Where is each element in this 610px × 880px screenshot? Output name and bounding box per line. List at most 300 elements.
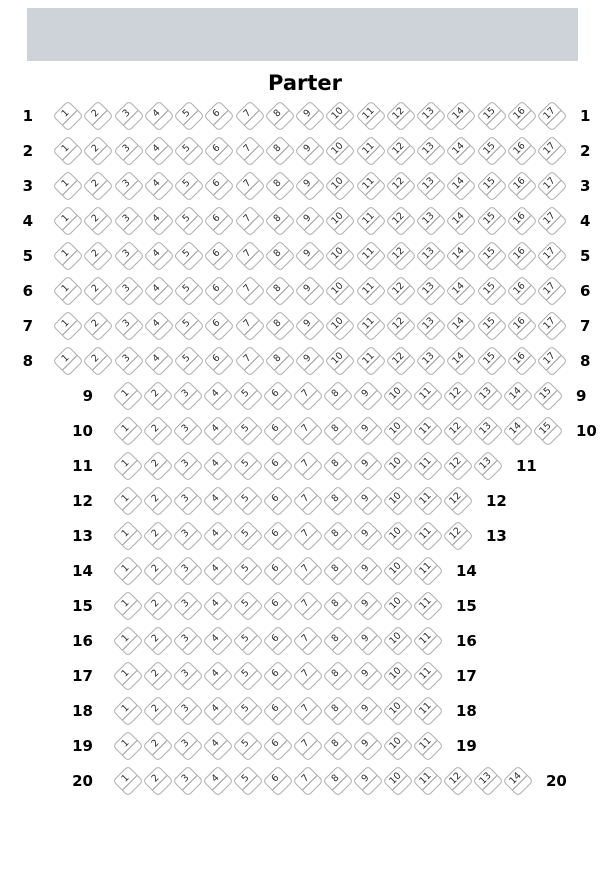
seat[interactable] — [385, 310, 416, 341]
seat[interactable] — [506, 135, 537, 166]
seat[interactable] — [52, 100, 83, 131]
seat[interactable] — [412, 485, 443, 516]
seat[interactable] — [113, 345, 144, 376]
seat[interactable] — [325, 100, 356, 131]
seat[interactable] — [412, 695, 443, 726]
seat[interactable] — [476, 100, 507, 131]
seat[interactable] — [382, 625, 413, 656]
seat[interactable] — [292, 415, 323, 446]
seat[interactable] — [142, 520, 173, 551]
seat[interactable] — [502, 765, 533, 796]
seat[interactable] — [143, 275, 174, 306]
seat[interactable] — [262, 450, 293, 481]
seat[interactable] — [446, 205, 477, 236]
seat[interactable] — [352, 730, 383, 761]
seat[interactable] — [385, 205, 416, 236]
seat[interactable] — [325, 310, 356, 341]
seat[interactable] — [202, 730, 233, 761]
seat[interactable] — [536, 100, 567, 131]
seat[interactable] — [292, 485, 323, 516]
seat[interactable] — [382, 485, 413, 516]
seat[interactable] — [355, 100, 386, 131]
seat-number: 13 — [417, 242, 440, 265]
seat[interactable] — [264, 275, 295, 306]
seat[interactable] — [415, 310, 446, 341]
seat[interactable] — [446, 275, 477, 306]
seat[interactable] — [204, 345, 235, 376]
seat[interactable] — [322, 625, 353, 656]
seat[interactable] — [112, 625, 143, 656]
seat[interactable] — [472, 765, 503, 796]
seat[interactable] — [202, 520, 233, 551]
seat-number: 5 — [234, 487, 257, 510]
seat[interactable] — [262, 660, 293, 691]
seat[interactable] — [294, 240, 325, 271]
seat[interactable] — [172, 555, 203, 586]
seat[interactable] — [355, 170, 386, 201]
seat[interactable] — [262, 625, 293, 656]
seat[interactable] — [322, 590, 353, 621]
seat[interactable] — [536, 275, 567, 306]
seat[interactable] — [292, 695, 323, 726]
seat[interactable] — [83, 345, 114, 376]
seat-number: 8 — [324, 487, 347, 510]
seat[interactable] — [202, 765, 233, 796]
seat[interactable] — [234, 275, 265, 306]
seat[interactable] — [355, 135, 386, 166]
seat[interactable] — [112, 590, 143, 621]
seat[interactable] — [232, 380, 263, 411]
seat[interactable] — [502, 415, 533, 446]
seat[interactable] — [325, 345, 356, 376]
seat[interactable] — [202, 485, 233, 516]
seat[interactable] — [204, 240, 235, 271]
seat[interactable] — [83, 170, 114, 201]
seat[interactable] — [112, 730, 143, 761]
seat[interactable] — [143, 100, 174, 131]
seat[interactable] — [142, 485, 173, 516]
seat[interactable] — [442, 765, 473, 796]
seat[interactable] — [294, 310, 325, 341]
seat[interactable] — [412, 625, 443, 656]
seat[interactable] — [112, 520, 143, 551]
seat[interactable] — [143, 345, 174, 376]
seat[interactable] — [112, 415, 143, 446]
seat[interactable] — [142, 730, 173, 761]
seat[interactable] — [52, 275, 83, 306]
seat[interactable] — [415, 170, 446, 201]
seat[interactable] — [322, 380, 353, 411]
seat[interactable] — [352, 485, 383, 516]
seat[interactable] — [502, 380, 533, 411]
seat-number: 3 — [114, 207, 137, 230]
seat[interactable] — [352, 590, 383, 621]
seat[interactable] — [172, 625, 203, 656]
seat[interactable] — [322, 415, 353, 446]
seat[interactable] — [385, 275, 416, 306]
seat[interactable] — [382, 660, 413, 691]
seat[interactable] — [83, 310, 114, 341]
seat[interactable] — [382, 765, 413, 796]
seat[interactable] — [322, 660, 353, 691]
seat[interactable] — [264, 170, 295, 201]
seat[interactable] — [476, 275, 507, 306]
seat[interactable] — [382, 520, 413, 551]
seat[interactable] — [113, 240, 144, 271]
seat[interactable] — [476, 345, 507, 376]
seat[interactable] — [506, 170, 537, 201]
seat[interactable] — [294, 170, 325, 201]
seat[interactable] — [83, 100, 114, 131]
seat[interactable] — [112, 380, 143, 411]
seat[interactable] — [292, 590, 323, 621]
seat[interactable] — [52, 345, 83, 376]
seat[interactable] — [382, 730, 413, 761]
seat[interactable] — [442, 380, 473, 411]
seat[interactable] — [355, 240, 386, 271]
seat[interactable] — [83, 275, 114, 306]
seat[interactable] — [264, 310, 295, 341]
seat[interactable] — [415, 345, 446, 376]
seat[interactable] — [536, 170, 567, 201]
seat[interactable] — [234, 100, 265, 131]
seat[interactable] — [204, 275, 235, 306]
seat[interactable] — [506, 310, 537, 341]
seat[interactable] — [52, 240, 83, 271]
seat[interactable] — [52, 205, 83, 236]
seat[interactable] — [415, 100, 446, 131]
seat[interactable] — [442, 520, 473, 551]
seat[interactable] — [113, 170, 144, 201]
seat[interactable] — [172, 765, 203, 796]
seat[interactable] — [52, 135, 83, 166]
seat[interactable] — [476, 240, 507, 271]
seat[interactable] — [232, 450, 263, 481]
seat-number: 6 — [264, 662, 287, 685]
seat[interactable] — [446, 100, 477, 131]
seat[interactable] — [202, 555, 233, 586]
seat[interactable] — [172, 660, 203, 691]
seat[interactable] — [83, 205, 114, 236]
seat[interactable] — [292, 520, 323, 551]
seat[interactable] — [204, 135, 235, 166]
seat[interactable] — [446, 170, 477, 201]
seat[interactable] — [292, 380, 323, 411]
seat[interactable] — [112, 660, 143, 691]
seat[interactable] — [142, 415, 173, 446]
seat[interactable] — [385, 170, 416, 201]
seat[interactable] — [294, 275, 325, 306]
seat[interactable] — [352, 660, 383, 691]
seat[interactable] — [264, 345, 295, 376]
seat[interactable] — [442, 415, 473, 446]
seat[interactable] — [113, 310, 144, 341]
seat[interactable] — [113, 100, 144, 131]
seat[interactable] — [173, 345, 204, 376]
seat[interactable] — [262, 555, 293, 586]
seat[interactable] — [262, 415, 293, 446]
seat[interactable] — [172, 380, 203, 411]
seat[interactable] — [322, 450, 353, 481]
seat[interactable] — [442, 485, 473, 516]
seat[interactable] — [234, 240, 265, 271]
seat[interactable] — [352, 520, 383, 551]
seat[interactable] — [232, 590, 263, 621]
seat[interactable] — [352, 625, 383, 656]
seat[interactable] — [173, 275, 204, 306]
seat[interactable] — [232, 485, 263, 516]
seat[interactable] — [142, 380, 173, 411]
seat[interactable] — [264, 135, 295, 166]
seat[interactable] — [202, 625, 233, 656]
seat[interactable] — [234, 345, 265, 376]
seat[interactable] — [262, 730, 293, 761]
seat[interactable] — [232, 555, 263, 586]
seat[interactable] — [355, 205, 386, 236]
seat[interactable] — [142, 555, 173, 586]
seat[interactable] — [142, 590, 173, 621]
seat[interactable] — [202, 415, 233, 446]
seat[interactable] — [322, 730, 353, 761]
seat[interactable] — [355, 345, 386, 376]
seat[interactable] — [472, 415, 503, 446]
seat[interactable] — [355, 275, 386, 306]
seat-number: 17 — [538, 242, 561, 265]
seat[interactable] — [83, 135, 114, 166]
seat[interactable] — [506, 240, 537, 271]
seat[interactable] — [325, 240, 356, 271]
seat[interactable] — [264, 205, 295, 236]
seat[interactable] — [506, 205, 537, 236]
seat[interactable] — [385, 345, 416, 376]
seat[interactable] — [142, 450, 173, 481]
seat[interactable] — [143, 170, 174, 201]
seat[interactable] — [322, 695, 353, 726]
seat[interactable] — [232, 695, 263, 726]
seat[interactable] — [472, 450, 503, 481]
seat[interactable] — [352, 695, 383, 726]
seat[interactable] — [112, 555, 143, 586]
seat[interactable] — [262, 380, 293, 411]
seat[interactable] — [264, 240, 295, 271]
seat[interactable] — [52, 310, 83, 341]
seat[interactable] — [382, 695, 413, 726]
seat[interactable] — [536, 135, 567, 166]
seat[interactable] — [143, 205, 174, 236]
seat[interactable] — [172, 485, 203, 516]
seat[interactable] — [112, 485, 143, 516]
seat[interactable] — [142, 765, 173, 796]
seat[interactable] — [262, 485, 293, 516]
seat[interactable] — [234, 135, 265, 166]
seat[interactable] — [142, 660, 173, 691]
seat[interactable] — [172, 590, 203, 621]
seat[interactable] — [412, 520, 443, 551]
seat[interactable] — [142, 695, 173, 726]
seat[interactable] — [172, 730, 203, 761]
seat[interactable] — [412, 660, 443, 691]
seat[interactable] — [325, 135, 356, 166]
seat[interactable] — [412, 730, 443, 761]
seat[interactable] — [292, 660, 323, 691]
seat[interactable] — [385, 100, 416, 131]
seat[interactable] — [202, 660, 233, 691]
seat[interactable] — [536, 240, 567, 271]
seat[interactable] — [262, 765, 293, 796]
seat[interactable] — [294, 135, 325, 166]
seat[interactable] — [143, 240, 174, 271]
seat[interactable] — [173, 310, 204, 341]
seat[interactable] — [142, 625, 173, 656]
seat[interactable] — [83, 240, 114, 271]
seat[interactable] — [292, 450, 323, 481]
seat[interactable] — [202, 590, 233, 621]
seat[interactable] — [172, 520, 203, 551]
seat[interactable] — [172, 415, 203, 446]
seat[interactable] — [112, 695, 143, 726]
seat[interactable] — [382, 555, 413, 586]
seat[interactable] — [204, 170, 235, 201]
seat[interactable] — [536, 205, 567, 236]
seat[interactable] — [412, 590, 443, 621]
seat[interactable] — [476, 170, 507, 201]
seat[interactable] — [112, 765, 143, 796]
seat[interactable] — [382, 380, 413, 411]
seat[interactable] — [292, 765, 323, 796]
seat[interactable] — [446, 135, 477, 166]
seat[interactable] — [412, 555, 443, 586]
seat[interactable] — [172, 695, 203, 726]
seat[interactable] — [415, 135, 446, 166]
seat[interactable] — [232, 625, 263, 656]
seat[interactable] — [322, 555, 353, 586]
seat[interactable] — [232, 730, 263, 761]
seat-number: 12 — [387, 277, 410, 300]
seat[interactable] — [352, 415, 383, 446]
seat[interactable] — [173, 100, 204, 131]
seat[interactable] — [446, 345, 477, 376]
seat[interactable] — [292, 555, 323, 586]
seat[interactable] — [352, 380, 383, 411]
seat[interactable] — [415, 205, 446, 236]
seat[interactable] — [442, 450, 473, 481]
seat[interactable] — [143, 135, 174, 166]
seat[interactable] — [385, 135, 416, 166]
seat[interactable] — [234, 205, 265, 236]
seat[interactable] — [52, 170, 83, 201]
seat[interactable] — [234, 170, 265, 201]
seat[interactable] — [173, 240, 204, 271]
seat[interactable] — [506, 100, 537, 131]
seat[interactable] — [382, 450, 413, 481]
seat[interactable] — [536, 310, 567, 341]
seat-number: 16 — [508, 312, 531, 335]
seat-number: 2 — [84, 347, 107, 370]
seat[interactable] — [262, 590, 293, 621]
seat-number: 7 — [235, 172, 258, 195]
seat[interactable] — [202, 695, 233, 726]
seat[interactable] — [112, 450, 143, 481]
seat[interactable] — [476, 135, 507, 166]
seat[interactable] — [113, 205, 144, 236]
seat[interactable] — [232, 520, 263, 551]
seat[interactable] — [415, 275, 446, 306]
seat-number: 9 — [354, 592, 377, 615]
seat[interactable] — [536, 345, 567, 376]
seat-number: 7 — [294, 382, 317, 405]
seat[interactable] — [415, 240, 446, 271]
seat[interactable] — [264, 100, 295, 131]
seat[interactable] — [232, 765, 263, 796]
seat-number: 1 — [114, 487, 137, 510]
seat[interactable] — [294, 100, 325, 131]
seat[interactable] — [446, 240, 477, 271]
seat[interactable] — [506, 345, 537, 376]
seat-number: 1 — [114, 697, 137, 720]
seat[interactable] — [292, 625, 323, 656]
seat[interactable] — [476, 310, 507, 341]
seat[interactable] — [325, 275, 356, 306]
seat[interactable] — [472, 380, 503, 411]
seat[interactable] — [412, 415, 443, 446]
seat[interactable] — [204, 310, 235, 341]
seat[interactable] — [113, 135, 144, 166]
seat[interactable] — [292, 730, 323, 761]
seat[interactable] — [232, 415, 263, 446]
seat[interactable] — [202, 450, 233, 481]
seat[interactable] — [173, 205, 204, 236]
seat[interactable] — [113, 275, 144, 306]
seat-row-16 — [0, 624, 610, 659]
seat[interactable] — [232, 660, 263, 691]
seat-number: 12 — [387, 312, 410, 335]
seat[interactable] — [202, 380, 233, 411]
seat[interactable] — [325, 205, 356, 236]
seat[interactable] — [234, 310, 265, 341]
seat[interactable] — [446, 310, 477, 341]
seat[interactable] — [294, 205, 325, 236]
seat[interactable] — [262, 520, 293, 551]
seat[interactable] — [412, 380, 443, 411]
seat[interactable] — [382, 590, 413, 621]
seat[interactable] — [352, 555, 383, 586]
seat[interactable] — [382, 415, 413, 446]
seat[interactable] — [355, 310, 386, 341]
seat[interactable] — [352, 450, 383, 481]
seat[interactable] — [294, 345, 325, 376]
seat[interactable] — [262, 695, 293, 726]
seat[interactable] — [532, 380, 563, 411]
seat-number: 9 — [354, 452, 377, 475]
seat[interactable] — [352, 765, 383, 796]
seat[interactable] — [476, 205, 507, 236]
seat[interactable] — [204, 100, 235, 131]
seat[interactable] — [325, 170, 356, 201]
seat[interactable] — [532, 415, 563, 446]
seat[interactable] — [322, 520, 353, 551]
seat[interactable] — [322, 485, 353, 516]
seat[interactable] — [412, 765, 443, 796]
seat[interactable] — [412, 450, 443, 481]
seat[interactable] — [173, 135, 204, 166]
seat[interactable] — [506, 275, 537, 306]
seat[interactable] — [172, 450, 203, 481]
seat[interactable] — [204, 205, 235, 236]
seat[interactable] — [173, 170, 204, 201]
seat[interactable] — [143, 310, 174, 341]
seat[interactable] — [385, 240, 416, 271]
seat[interactable] — [322, 765, 353, 796]
